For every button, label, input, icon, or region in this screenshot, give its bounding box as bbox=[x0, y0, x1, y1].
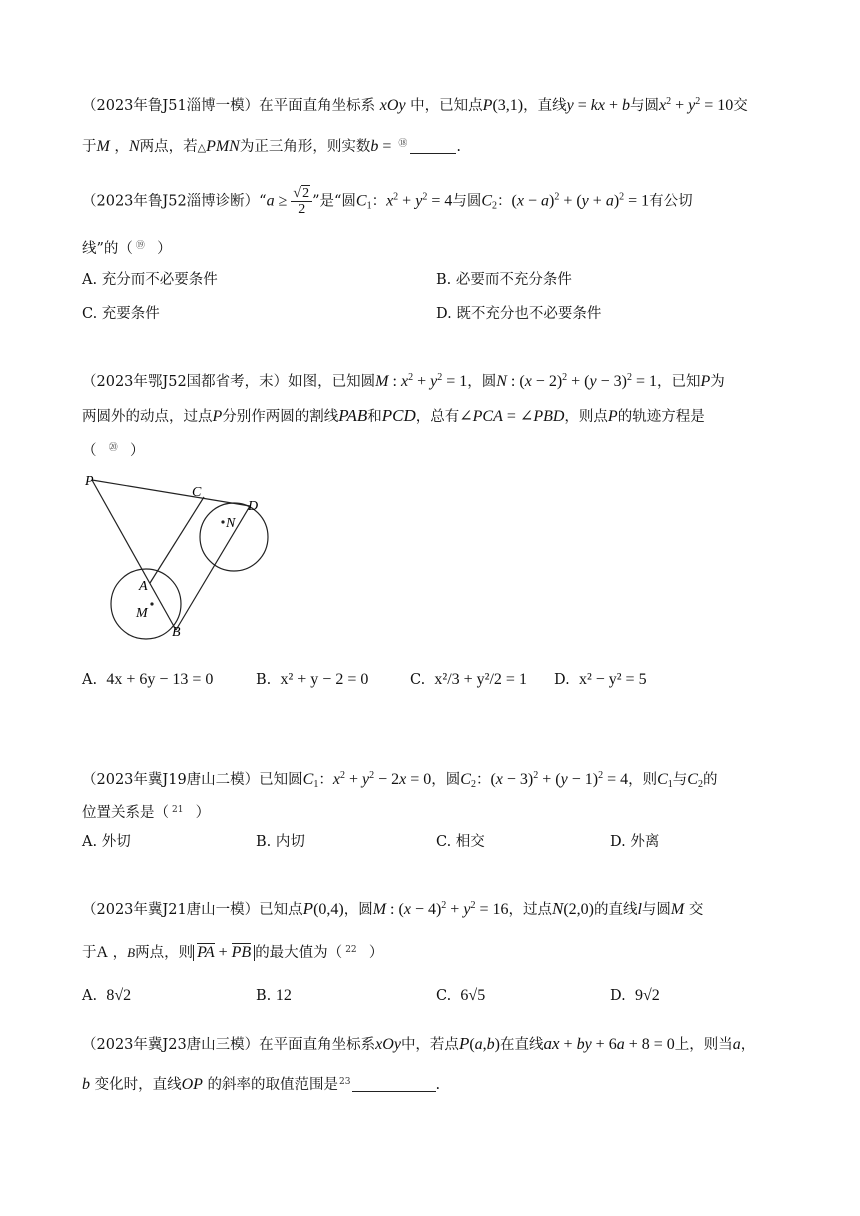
math-line-eq: y bbox=[566, 97, 574, 114]
segment-pd bbox=[92, 480, 250, 506]
q18-text: ，直线 bbox=[523, 98, 567, 114]
answer-blank[interactable] bbox=[352, 1077, 436, 1092]
q18-text: 为正三角形，则实数 bbox=[239, 139, 371, 155]
label-b: B bbox=[172, 625, 181, 640]
q22-line1: （2023年冀J21唐山一模）已知点P(0,4)，圆M : $(x - 4)^2 + y^2 = 16$，过点N(2,0)的直线l与圆M 交 bbox=[82, 899, 704, 918]
q18-text: 中，已知点 bbox=[410, 98, 483, 114]
q19-option-a[interactable]: A. 充分而不必要条件 bbox=[82, 272, 218, 288]
q18-text: 于 bbox=[82, 139, 97, 155]
math-coords: (3,1) bbox=[492, 97, 524, 114]
q18-text: 与圆 bbox=[629, 98, 659, 114]
q21-option-b[interactable]: B. 内切 bbox=[256, 834, 305, 850]
q21-option-a[interactable]: A. 外切 bbox=[82, 834, 131, 850]
q21-option-c[interactable]: C. 相交 bbox=[436, 834, 485, 850]
question-number: 22 bbox=[345, 945, 357, 955]
segment-ac bbox=[150, 497, 204, 583]
q22-option-c[interactable]: C. 6√5 bbox=[436, 987, 486, 1004]
q20-option-d[interactable]: D. x² − y² = 5 bbox=[554, 671, 647, 688]
question-number: ⑱ bbox=[398, 139, 408, 149]
q20-line2: 两圆外的动点，过点P分别作两圆的割线PAB和PCD，总有∠PCA = ∠PBD，则点P的轨迹方程是 bbox=[82, 406, 705, 425]
math-xoy: xOy bbox=[379, 97, 406, 114]
q18-line2: 于M ，N两点，若△PMN为正三角形，则实数b = ⑱ . bbox=[82, 138, 462, 155]
q20-option-c[interactable]: C. x²/3 + y²/2 = 1 bbox=[410, 671, 527, 688]
question-number: ⑲ bbox=[135, 241, 145, 251]
question-number: ⑳ bbox=[108, 443, 118, 453]
q18-source: （2023年鲁J51淄博一模） bbox=[82, 98, 260, 114]
q20-line1: （2023年鄂J52国都省考，末）如图，已知圆M : $x^2 + y^2 = 1$，圆N : $(x - 2)^2 + (y - 3)^2 = 1$，已知P为 bbox=[82, 372, 725, 390]
question-number: 23 bbox=[339, 1077, 351, 1087]
q20-figure bbox=[80, 470, 270, 640]
q19-line1: （2023年鲁J52淄博诊断）“a ≥ $\frac{√2}{2}$ ”是“圆$C_1$：$x^2 + y^2 = 4$与圆$C_2$：$(x - a)^2 + (y + a)^2 = 1$有公切 bbox=[82, 186, 693, 217]
q19-option-d[interactable]: D. 既不充分也不必要条件 bbox=[436, 306, 602, 322]
q21-source: （2023年冀J19唐山二模） bbox=[82, 772, 260, 788]
answer-blank[interactable] bbox=[410, 139, 456, 154]
q22-source: （2023年冀J21唐山一模） bbox=[82, 902, 260, 918]
q23-line1: （2023年冀J23唐山三模）在平面直角坐标系xOy中，若点P(a,b)在直线ax + by + 6a + 8 = 0上，则当a， bbox=[82, 1034, 756, 1053]
q20-source: （2023年鄂J52国都省考，末） bbox=[82, 374, 289, 390]
math-pmn: PMN bbox=[206, 138, 240, 155]
q20-line3: （ ⑳ ） bbox=[82, 443, 145, 459]
q18-text: 在平面直角坐标系 bbox=[259, 98, 376, 114]
q21-option-d[interactable]: D. 外离 bbox=[610, 834, 660, 850]
q23-line2: b 变化时，直线OP 的斜率的取值范围是$^{23}$ . bbox=[82, 1076, 441, 1093]
q20-option-a[interactable]: A. 4x + 6y − 13 = 0 bbox=[82, 671, 214, 688]
label-m: M bbox=[136, 606, 148, 621]
label-c: C bbox=[192, 485, 202, 500]
math-circle-eq: x bbox=[658, 97, 667, 114]
label-p: P bbox=[85, 474, 94, 489]
q22-option-a[interactable]: A. 8√2 bbox=[82, 987, 132, 1004]
label-a: A bbox=[139, 579, 148, 594]
segment-pb bbox=[92, 480, 176, 630]
math-frac-sqrt2-2: $\frac{√2}{2}$ bbox=[291, 186, 312, 217]
label-n: N bbox=[226, 516, 236, 531]
question-number: 21 bbox=[172, 805, 184, 815]
q19-option-c[interactable]: C. 充要条件 bbox=[82, 306, 160, 322]
q22-option-d[interactable]: D. 9√2 bbox=[610, 987, 660, 1004]
q19-option-b[interactable]: B. 必要而不充分条件 bbox=[436, 272, 572, 288]
q22-option-b[interactable]: B. 12 bbox=[256, 987, 292, 1004]
label-d: D bbox=[248, 499, 259, 514]
q18-line1: （2023年鲁J51淄博一模）在平面直角坐标系 xOy 中，已知点P(3,1)，直线y = kx + b与圆$x^2 + y^2 = 10$交 bbox=[82, 96, 748, 114]
q19-source: （2023年鲁J52淄博诊断） bbox=[82, 193, 260, 210]
q18-text: 两点，若 bbox=[139, 139, 198, 155]
q23-source: （2023年冀J23唐山三模） bbox=[82, 1037, 260, 1053]
q20-option-b[interactable]: B. x² + y − 2 = 0 bbox=[256, 671, 369, 688]
q19-line2: 线”的（ ⑲ ） bbox=[82, 241, 172, 257]
math-abs-vector-sum: PA + PB bbox=[193, 945, 255, 961]
q18-text: 交 bbox=[733, 98, 748, 114]
q22-line2: 于A ，B两点，则 PA + PB 的最大值为（ $^{22}$ ） bbox=[82, 944, 384, 961]
math-point-p: P bbox=[482, 97, 493, 114]
q21-line2: 位置关系是（ $^{21}$ ） bbox=[82, 805, 211, 821]
q21-line1: （2023年冀J19唐山二模）已知圆$C_1$：$x^2 + y^2 - 2x = 0$，圆$C_2$：$(x - 3)^2 + (y - 1)^2 = 4$，则$C_1$与$C_2$的 bbox=[82, 770, 718, 790]
